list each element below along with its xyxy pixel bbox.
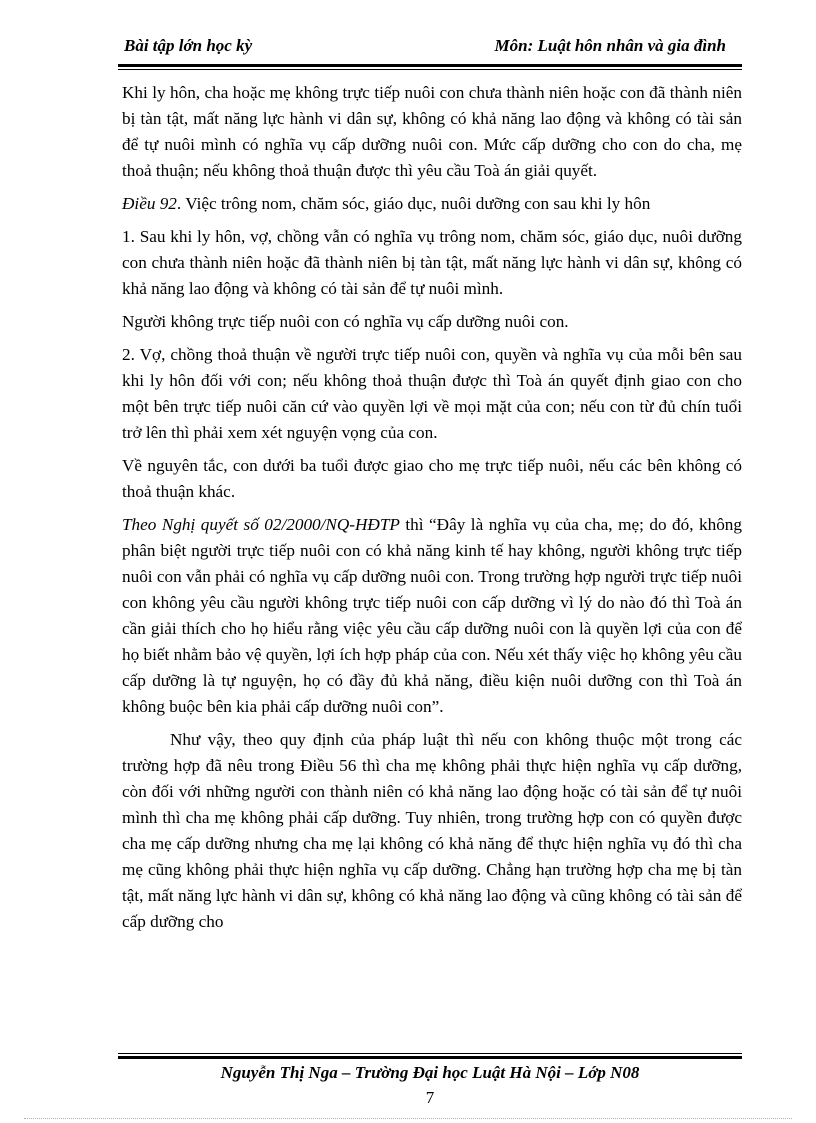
footer-rule-thick <box>118 1056 742 1059</box>
page-number: 7 <box>425 1088 435 1107</box>
paragraph-principle: Về nguyên tắc, con dưới ba tuổi được giao cho mẹ trực tiếp nuôi, nếu các bên không có thoả thuận khác. <box>122 456 742 501</box>
paragraph-clause-1: 1. Sau khi ly hôn, vợ, chồng vẫn có nghĩa vụ trông nom, chăm sóc, giáo dục, nuôi dưỡng con chưa thành niên hoặc đã thành niên bị tàn tật, mất năng lực hành vi dân sự, không có khả năng lao động và không có tài sản để tự nuôi mình. <box>122 227 742 298</box>
paragraph-resolution-quote <box>122 512 742 720</box>
article-92-title: . Việc trông nom, chăm sóc, giáo dục, nuôi dưỡng con sau khi ly hôn <box>176 194 651 213</box>
article-92-heading <box>122 191 742 217</box>
footer-rule-thin <box>118 1053 742 1054</box>
paragraph-conclusion: Như vậy, theo quy định của pháp luật thì nếu con không thuộc một trong các trường hợp đã nêu trong Điều 56 thì cha mẹ không phải thực hiện nghĩa vụ cấp dưỡng, còn đối với những người con thành niên có khả năng lao động hoặc có tài sản để tự nuôi mình thì cha mẹ không phải cấp dưỡng. Tuy nhiên, trong trường hợp con có quyền được cha mẹ cấp dưỡng nhưng cha mẹ lại không có khả năng để thực hiện nghĩa vụ đó thì cha mẹ cũng không phải thực hiện nghĩa vụ cấp dưỡng. Chẳng hạn trường hợp cha mẹ bị tàn tật, mất năng lực hành vi dân sự, không có khả năng lao động và cũng không có tài sản để cấp dưỡng cho <box>122 730 742 931</box>
article-92-label: Điều 92 <box>122 194 177 213</box>
resolution-quote-text: thì “Đây là nghĩa vụ của cha, mẹ; do đó, không phân biệt người trực tiếp nuôi con có khả năng kinh tế hay không, người không trực tiếp nuôi con vẫn phải có nghĩa vụ cấp dưỡng nuôi con. Trong trường hợp người trực tiếp nuôi con không yêu cầu người không trực tiếp nuôi con cấp dưỡng vì lý do nào đó thì Toà án cần giải thích cho họ hiểu rằng việc yêu cầu cấp dưỡng nuôi con là quyền lợi của con để họ biết nhằm bảo vệ quyền, lợi ích hợp pháp của con. Nếu xét thấy việc họ không yêu cầu cấp dưỡng là tự nguyện, họ có đầy đủ khả năng, điều kiện nuôi dưỡng con thì Toà án không buộc bên kia phải cấp dưỡng nuôi con”. <box>122 515 742 716</box>
paragraph-alimony: Khi ly hôn, cha hoặc mẹ không trực tiếp nuôi con chưa thành niên hoặc con đã thành niên bị tàn tật, mất năng lực hành vi dân sự, không có khả năng lao động và không có tài sản để tự nuôi mình có nghĩa vụ cấp dưỡng nuôi con. Mức cấp dưỡng cho con do cha, mẹ thoả thuận; nếu không thoả thuận được thì yêu cầu Toà án giải quyết. <box>122 83 742 180</box>
header-rule-thick <box>118 64 742 67</box>
page-footer-author: Nguyễn Thị Nga – Trường Đại học Luật Hà Nội – Lớp N08 <box>220 1063 640 1082</box>
document-body <box>122 80 742 942</box>
header-subject: Môn: Luật hôn nhân và gia đình <box>494 36 726 55</box>
header-course: Bài tập lớn học kỳ <box>124 36 253 55</box>
paragraph-clause-2: 2. Vợ, chồng thoả thuận về người trực tiếp nuôi con, quyền và nghĩa vụ của mỗi bên sau khi ly hôn đối với con; nếu không thoả thuận được thì Toà án quyết định giao con cho một bên trực tiếp nuôi căn cứ vào quyền lợi về mọi mặt của con; nếu con từ đủ chín tuổi trở lên thì phải xem xét nguyện vọng của con. <box>122 345 742 442</box>
page-header <box>118 36 726 60</box>
header-rule-thin <box>118 69 742 70</box>
resolution-reference: Theo Nghị quyết số 02/2000/NQ-HĐTP <box>122 515 400 534</box>
page-bottom-dotted-line <box>24 1118 792 1119</box>
paragraph-support-duty: Người không trực tiếp nuôi con có nghĩa vụ cấp dưỡng nuôi con. <box>122 312 569 331</box>
